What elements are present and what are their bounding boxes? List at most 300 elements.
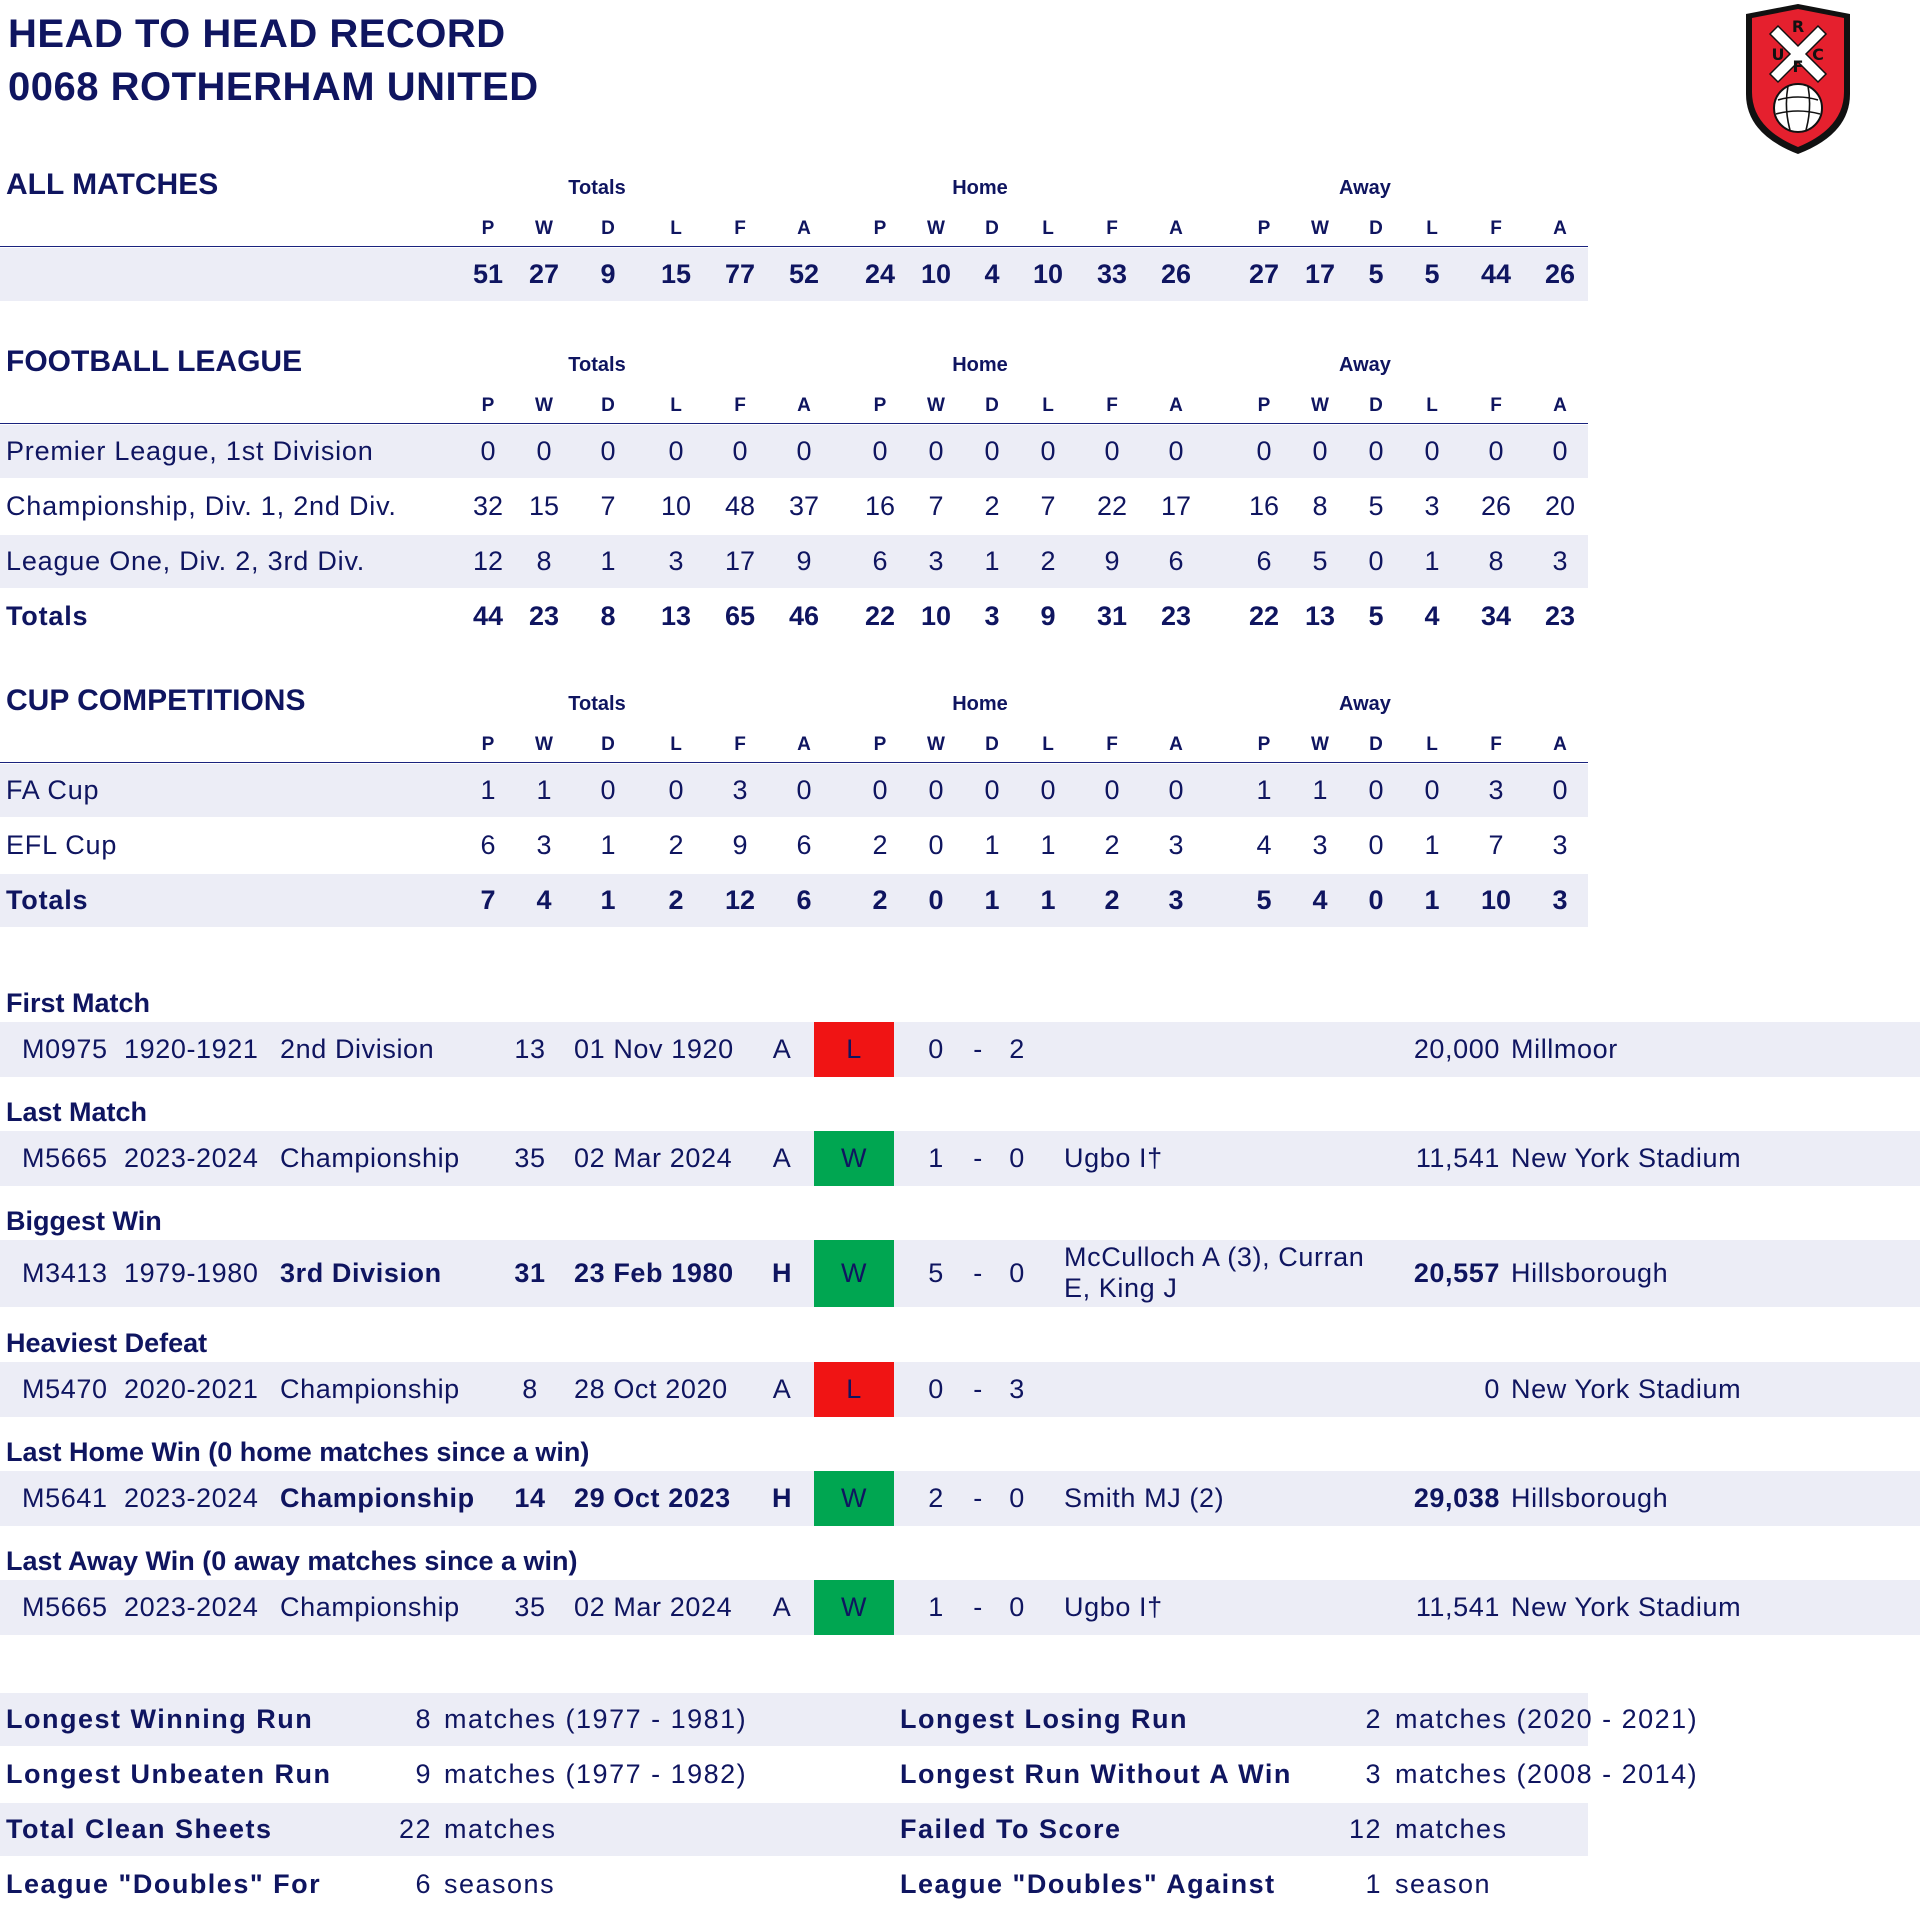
totals-cell: 46 (788, 601, 820, 631)
totals-label: Totals (6, 601, 89, 631)
table-cell: 0 (536, 436, 552, 466)
totals-cell: 1 (1040, 885, 1056, 915)
table-cell: 0 (480, 436, 496, 466)
record-label: League "Doubles" Against (900, 1869, 1276, 1899)
group-away: Away (1339, 354, 1391, 376)
totals-cell: 44 (1480, 259, 1512, 289)
match-id: M5470 (22, 1374, 108, 1404)
table-cell: 9 (796, 546, 812, 576)
column-header: D (1369, 395, 1383, 416)
column-header: D (601, 395, 615, 416)
football-league-heading: FOOTBALL LEAGUE (6, 345, 303, 378)
group-home: Home (952, 693, 1008, 715)
totals-cell: 4 (984, 259, 1000, 289)
table-cell: 1 (480, 775, 496, 805)
table-cell: 7 (1040, 491, 1056, 521)
table-cell: 3 (1168, 830, 1184, 860)
column-header: W (1311, 395, 1329, 416)
match-ground: New York Stadium (1511, 1143, 1742, 1173)
table-cell: 17 (724, 546, 756, 576)
record-row (0, 1693, 1699, 1746)
totals-cell: 1 (1424, 885, 1440, 915)
match-score-separator: - (973, 1483, 983, 1513)
column-header: P (481, 734, 495, 755)
table-cell: 6 (1256, 546, 1272, 576)
match-competition: Championship (280, 1483, 475, 1513)
table-cell: 1 (1424, 546, 1440, 576)
table-cell: 1 (1040, 830, 1056, 860)
totals-cell: 22 (864, 601, 896, 631)
match-ground: New York Stadium (1511, 1374, 1742, 1404)
column-header: P (1257, 395, 1271, 416)
match-id: M5665 (22, 1143, 108, 1173)
record-label: Total Clean Sheets (6, 1814, 273, 1844)
column-header: F (734, 218, 746, 239)
table-cell: 12 (472, 546, 504, 576)
table-row (0, 819, 1588, 872)
column-header: P (873, 734, 887, 755)
crest-ball (1774, 84, 1822, 132)
match-goals-for: 5 (928, 1258, 944, 1288)
record-text: matches (2008 - 2014) (1395, 1759, 1699, 1789)
record-number: 1 (1365, 1869, 1382, 1899)
totals-cell: 31 (1096, 601, 1128, 631)
totals-cell: 8 (600, 601, 616, 631)
table-cell: 3 (1488, 775, 1504, 805)
table-cell: 2 (984, 491, 1000, 521)
column-header: D (985, 395, 999, 416)
table-cell: 16 (1248, 491, 1280, 521)
column-header: F (734, 395, 746, 416)
match-row (0, 1131, 1920, 1186)
column-header: L (1042, 395, 1054, 416)
table-row (0, 425, 1588, 478)
column-header-row (0, 389, 1588, 424)
column-header: W (1311, 734, 1329, 755)
totals-cell: 15 (660, 259, 692, 289)
table-cell: 0 (928, 775, 944, 805)
table-cell: 0 (796, 775, 812, 805)
record-number: 8 (415, 1704, 432, 1734)
totals-cell: 2 (668, 885, 684, 915)
table-cell: 0 (732, 436, 748, 466)
match-goals-for: 1 (928, 1143, 944, 1173)
totals-row (0, 874, 1588, 927)
table-cell: 0 (1424, 775, 1440, 805)
group-home: Home (952, 177, 1008, 199)
record-number: 9 (415, 1759, 432, 1789)
table-cell: 37 (788, 491, 820, 521)
column-header: A (1169, 218, 1183, 239)
totals-cell: 24 (864, 259, 896, 289)
table-cell: 0 (1368, 830, 1384, 860)
match-ground: New York Stadium (1511, 1592, 1742, 1622)
column-header-row (0, 212, 1588, 247)
totals-cell: 27 (528, 259, 560, 289)
page-title: HEAD TO HEAD RECORD (8, 12, 506, 56)
table-cell: 0 (872, 436, 888, 466)
match-caption: First Match (6, 988, 151, 1018)
record-label: Failed To Score (900, 1814, 1122, 1844)
match-caption: Heaviest Defeat (6, 1328, 208, 1358)
totals-cell: 4 (1312, 885, 1328, 915)
table-cell: 0 (928, 830, 944, 860)
group-away: Away (1339, 177, 1391, 199)
table-cell: 7 (1488, 830, 1504, 860)
table-cell: 17 (1160, 491, 1192, 521)
table-cell: 8 (1312, 491, 1328, 521)
column-header: F (1106, 395, 1118, 416)
table-cell: 32 (472, 491, 504, 521)
totals-cell: 17 (1304, 259, 1336, 289)
match-score-separator: - (973, 1592, 983, 1622)
column-header: P (481, 218, 495, 239)
club-title: 0068 ROTHERHAM UNITED (8, 65, 539, 109)
table-cell: 22 (1096, 491, 1128, 521)
column-header: A (1553, 734, 1567, 755)
column-header: W (927, 218, 945, 239)
match-result-badge: W (814, 1471, 894, 1526)
table-cell: 0 (600, 436, 616, 466)
match-caption: Last Match (6, 1097, 148, 1127)
table-cell: 1 (984, 546, 1000, 576)
match-attendance: 11,541 (1415, 1143, 1500, 1173)
club-crest-icon (1740, 2, 1856, 156)
match-competition: Championship (280, 1592, 460, 1622)
table-cell: 20 (1544, 491, 1576, 521)
totals-cell: 3 (1168, 885, 1184, 915)
column-header: L (1042, 218, 1054, 239)
totals-cell: 1 (600, 885, 616, 915)
record-number: 22 (398, 1814, 432, 1844)
record-label: Longest Winning Run (6, 1704, 314, 1734)
table-cell: 0 (1368, 546, 1384, 576)
totals-cell: 5 (1256, 885, 1272, 915)
table-cell: 0 (668, 436, 684, 466)
match-caption: Last Home Win (0 home matches since a win) (6, 1437, 590, 1467)
table-cell: 0 (928, 436, 944, 466)
table-cell: 0 (796, 436, 812, 466)
table-cell: 9 (1104, 546, 1120, 576)
column-header: A (1553, 218, 1567, 239)
match-scorers: McCulloch A (3), Curran E, King J (1064, 1242, 1365, 1303)
table-cell: 5 (1368, 491, 1384, 521)
column-header: P (1257, 734, 1271, 755)
table-cell: 1 (1312, 775, 1328, 805)
table-cell: 2 (1040, 546, 1056, 576)
totals-cell: 3 (984, 601, 1000, 631)
column-header: P (1257, 218, 1271, 239)
record-number: 3 (1365, 1759, 1382, 1789)
totals-cell: 22 (1248, 601, 1280, 631)
match-date: 23 Feb 1980 (574, 1258, 734, 1288)
match-date: 29 Oct 2023 (574, 1483, 731, 1513)
match-ground: Hillsborough (1511, 1483, 1669, 1513)
totals-cell: 77 (724, 259, 756, 289)
table-cell: 0 (1104, 775, 1120, 805)
totals-cell: 13 (660, 601, 692, 631)
match-goals-against: 3 (1009, 1374, 1025, 1404)
table-cell: 48 (724, 491, 756, 521)
totals-cell: 10 (920, 601, 952, 631)
table-row (0, 764, 1588, 817)
column-header: A (797, 395, 811, 416)
column-header: F (734, 734, 746, 755)
table-cell: 0 (1552, 436, 1568, 466)
match-date: 02 Mar 2024 (574, 1592, 733, 1622)
totals-cell: 4 (1424, 601, 1440, 631)
match-goals-for: 0 (928, 1034, 944, 1064)
column-header: L (670, 395, 682, 416)
table-cell: 3 (732, 775, 748, 805)
table-cell: 7 (600, 491, 616, 521)
column-header: F (1106, 734, 1118, 755)
table-cell: 9 (732, 830, 748, 860)
record-text: matches (1395, 1814, 1508, 1844)
cup-competitions-heading: CUP COMPETITIONS (6, 684, 306, 717)
totals-cell: 2 (1104, 885, 1120, 915)
totals-cell: 9 (600, 259, 616, 289)
match-row (0, 1471, 1920, 1526)
column-header: W (535, 395, 553, 416)
table-cell: 2 (1104, 830, 1120, 860)
column-header: D (601, 218, 615, 239)
match-round: 13 (514, 1034, 546, 1064)
table-cell: 3 (1552, 546, 1568, 576)
column-header: F (1490, 218, 1502, 239)
crest-letter-u: U (1771, 45, 1785, 64)
table-cell: 3 (536, 830, 552, 860)
table-cell: 1 (984, 830, 1000, 860)
match-score-separator: - (973, 1143, 983, 1173)
match-ground: Hillsborough (1511, 1258, 1669, 1288)
match-row (0, 1580, 1920, 1635)
match-row (0, 1362, 1920, 1417)
table-cell: 0 (1312, 436, 1328, 466)
table-cell: 3 (1424, 491, 1440, 521)
group-totals: Totals (568, 693, 626, 715)
table-cell: 0 (1168, 775, 1184, 805)
column-header: W (535, 218, 553, 239)
record-row (0, 1858, 1588, 1911)
totals-cell: 10 (920, 259, 952, 289)
match-venue: A (772, 1374, 792, 1404)
totals-cell: 13 (1304, 601, 1336, 631)
table-row (0, 535, 1588, 588)
table-cell: 1 (1256, 775, 1272, 805)
match-goals-against: 0 (1009, 1592, 1025, 1622)
match-attendance: 29,038 (1413, 1483, 1500, 1513)
totals-cell: 10 (1032, 259, 1064, 289)
match-competition: 3rd Division (280, 1258, 442, 1288)
column-header: P (873, 218, 887, 239)
record-label: Longest Unbeaten Run (6, 1759, 332, 1789)
match-season: 1920-1921 (124, 1034, 259, 1064)
totals-cell: 0 (1368, 885, 1384, 915)
match-competition: Championship (280, 1143, 460, 1173)
row-label: FA Cup (6, 775, 100, 805)
table-cell: 2 (872, 830, 888, 860)
column-header: F (1106, 218, 1118, 239)
column-header: A (797, 218, 811, 239)
match-date: 01 Nov 1920 (574, 1034, 734, 1064)
table-cell: 26 (1480, 491, 1512, 521)
totals-cell: 33 (1096, 259, 1128, 289)
match-goals-for: 1 (928, 1592, 944, 1622)
column-header: A (1553, 395, 1567, 416)
match-round: 14 (514, 1483, 546, 1513)
match-season: 2023-2024 (124, 1143, 259, 1173)
match-round: 35 (514, 1592, 546, 1622)
totals-cell: 2 (872, 885, 888, 915)
record-label: Longest Run Without A Win (900, 1759, 1292, 1789)
match-goals-for: 2 (928, 1483, 944, 1513)
match-result-badge: L (814, 1022, 894, 1077)
group-totals: Totals (568, 354, 626, 376)
match-goals-against: 0 (1009, 1258, 1025, 1288)
totals-cell: 5 (1368, 259, 1384, 289)
totals-cell: 23 (1160, 601, 1192, 631)
column-header: F (1490, 734, 1502, 755)
table-cell: 1 (1424, 830, 1440, 860)
table-cell: 4 (1256, 830, 1272, 860)
match-round: 35 (514, 1143, 546, 1173)
match-goals-against: 2 (1009, 1034, 1025, 1064)
totals-cell: 5 (1424, 259, 1440, 289)
totals-cell: 9 (1040, 601, 1056, 631)
match-goals-for: 0 (928, 1374, 944, 1404)
totals-cell: 26 (1160, 259, 1192, 289)
column-header: W (535, 734, 553, 755)
match-season: 1979-1980 (124, 1258, 259, 1288)
table-cell: 16 (864, 491, 896, 521)
match-goals-against: 0 (1009, 1143, 1025, 1173)
column-header: D (985, 734, 999, 755)
totals-cell: 1 (984, 885, 1000, 915)
table-cell: 6 (480, 830, 496, 860)
match-venue: A (772, 1034, 792, 1064)
match-attendance: 11,541 (1415, 1592, 1500, 1622)
match-season: 2020-2021 (124, 1374, 259, 1404)
column-header: W (1311, 218, 1329, 239)
match-competition: 2nd Division (280, 1034, 435, 1064)
table-cell: 6 (1168, 546, 1184, 576)
match-attendance: 20,557 (1413, 1258, 1500, 1288)
totals-cell: 12 (724, 885, 756, 915)
totals-cell: 52 (788, 259, 820, 289)
match-id: M5665 (22, 1592, 108, 1622)
table-cell: 8 (536, 546, 552, 576)
column-header: D (985, 218, 999, 239)
totals-cell: 27 (1248, 259, 1280, 289)
match-score-separator: - (973, 1258, 983, 1288)
table-cell: 1 (536, 775, 552, 805)
column-header: A (1169, 734, 1183, 755)
table-cell: 0 (1040, 436, 1056, 466)
record-text: seasons (444, 1869, 556, 1899)
column-header: L (670, 218, 682, 239)
table-cell: 5 (1312, 546, 1328, 576)
record-label: Longest Losing Run (900, 1704, 1188, 1734)
match-id: M5641 (22, 1483, 108, 1513)
totals-row (0, 248, 1588, 301)
match-result-badge: W (814, 1240, 894, 1307)
match-venue: A (772, 1143, 792, 1173)
table-cell: 0 (668, 775, 684, 805)
table-cell: 3 (1552, 830, 1568, 860)
match-date: 02 Mar 2024 (574, 1143, 733, 1173)
column-header: W (927, 734, 945, 755)
column-header: A (1169, 395, 1183, 416)
match-competition: Championship (280, 1374, 460, 1404)
table-cell: 0 (1368, 775, 1384, 805)
record-row (0, 1748, 1699, 1801)
column-header: L (1426, 734, 1438, 755)
group-totals: Totals (568, 177, 626, 199)
table-cell: 0 (1256, 436, 1272, 466)
totals-label: Totals (6, 885, 89, 915)
table-cell: 2 (668, 830, 684, 860)
table-cell: 0 (1368, 436, 1384, 466)
row-label: Championship, Div. 1, 2nd Div. (6, 491, 397, 521)
table-row (0, 480, 1588, 533)
column-header: F (1490, 395, 1502, 416)
group-home: Home (952, 354, 1008, 376)
totals-cell: 51 (472, 259, 504, 289)
table-cell: 7 (928, 491, 944, 521)
crest-letter-f: F (1792, 57, 1804, 76)
totals-cell: 3 (1552, 885, 1568, 915)
totals-cell: 10 (1480, 885, 1512, 915)
totals-cell: 44 (472, 601, 504, 631)
match-result-badge: L (814, 1362, 894, 1417)
match-attendance: 20,000 (1413, 1034, 1500, 1064)
totals-cell: 26 (1544, 259, 1576, 289)
match-id: M0975 (22, 1034, 108, 1064)
match-ground: Millmoor (1511, 1034, 1618, 1064)
match-venue: H (772, 1258, 793, 1288)
table-cell: 3 (928, 546, 944, 576)
record-number: 12 (1348, 1814, 1382, 1844)
table-cell: 1 (600, 830, 616, 860)
column-header: W (927, 395, 945, 416)
table-cell: 0 (1168, 436, 1184, 466)
match-id: M3413 (22, 1258, 108, 1288)
table-cell: 1 (600, 546, 616, 576)
table-cell: 3 (668, 546, 684, 576)
table-cell: 0 (872, 775, 888, 805)
record-text: matches (444, 1814, 557, 1844)
match-caption: Biggest Win (6, 1206, 162, 1236)
table-cell: 15 (528, 491, 560, 521)
totals-cell: 6 (796, 885, 812, 915)
column-header: D (1369, 734, 1383, 755)
crest-letter-r: R (1791, 17, 1805, 36)
totals-cell: 0 (928, 885, 944, 915)
row-label: League One, Div. 2, 3rd Div. (6, 546, 366, 576)
totals-cell: 23 (1544, 601, 1576, 631)
column-header: L (1426, 395, 1438, 416)
match-round: 8 (522, 1374, 538, 1404)
table-cell: 0 (1104, 436, 1120, 466)
totals-row (0, 590, 1588, 643)
crest-letter-c: C (1812, 45, 1824, 64)
match-scorers: Smith MJ (2) (1064, 1483, 1225, 1513)
match-result-badge: W (814, 1131, 894, 1186)
column-header: L (1042, 734, 1054, 755)
match-goals-against: 0 (1009, 1483, 1025, 1513)
match-venue: A (772, 1592, 792, 1622)
